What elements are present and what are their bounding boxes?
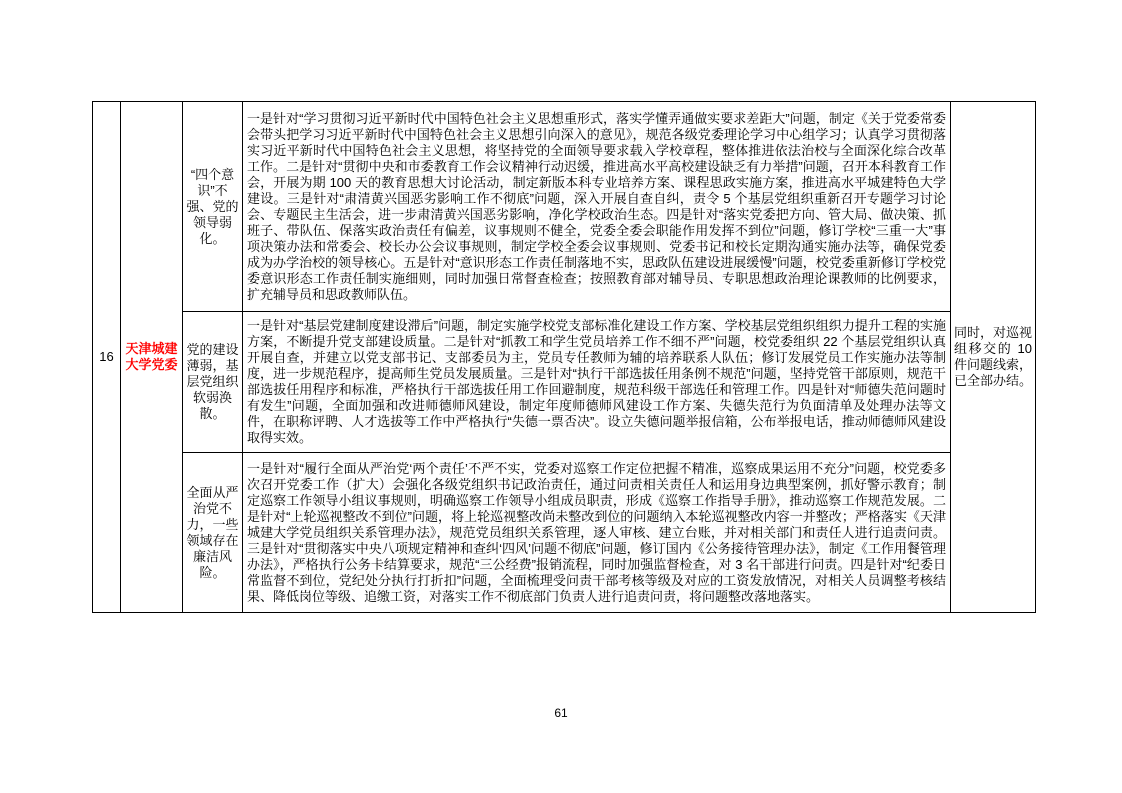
table-row <box>93 453 1036 613</box>
measures-cell-3: 一是针对“履行全面从严治党‘两个责任’不严不实，党委对巡察工作定位把握不精准，巡察成果运用不充分”问题，校党委多次召开党委工作（扩大）会强化各级党组织书记政治责任，通过问责相关责任人和运用身边典型案例，抓好警示教育；制定巡察工作领导小组议事规则，明确巡察工作领导小组成员职责，形成《巡察工作指导手册》，推动巡察工作规范发展。二是针对“上轮巡视整改不到位”问题，将上轮巡视整改尚未整改到位的问题纳入本轮巡视整改内容一并整改；严格落实《天津城建大学党员组织关系管理办法》，规范党员组织关系管理，逐人审核、建立台账，并对相关部门和责任人进行追责问责。三是针对“贯彻落实中央八项规定精神和查纠‘四风’问题不彻底”问题，修订国内《公务接待管理办法》，制定《工作用餐管理办法》，严格执行公务卡结算要求，规范“三公经费”报销流程，同时加强监督检查，对 3 名干部进行问责。四是针对“纪委日常监督不到位，党纪处分执行打折扣”问题，全面梳理受问责干部考核等级及对应的工资发放情况，对相关人员调整考核结果、降低岗位等级、追缴工资，对落实工作不彻底部门负责人进行追责问责，将问题整改落地落实。 <box>243 453 951 613</box>
rectification-table <box>92 101 1036 613</box>
measures-cell-2: 一是针对“基层党建制度建设滞后”问题，制定实施学校党支部标准化建设工作方案、学校基层党组织组织力提升工程的实施方案，不断提升党支部建设质量。二是针对“抓教工和学生党员培养工作不细不严”问题，校党委组织 22 个基层党组织认真开展自查，并建立以党支部书记、支部委员为主，党员专任教师为辅的培养联系人队伍；修订发展党员工作实施办法等制度，进一步规范程序，提高师生党员发展质量。三是针对“执行干部选拔任用条例不规范”问题，坚持党管干部原则，规范干部选拔任用程序和标准，严格执行干部选拔任用工作回避制度，规范科级干部选任和管理工作。四是针对“师德失范问题时有发生”问题，全面加强和改进师德师风建设，制定年度师德师风建设工作方案、失德失范行为负面清单及处理办法等文件，在职称评聘、人才选拔等工作中严格执行“失德一票否决”。设立失德问题举报信箱，公布举报电话，推动师德师风建设取得实效。 <box>243 312 951 453</box>
table-row <box>93 312 1036 453</box>
unit-name-cell: 天津城建大学党委 <box>121 102 183 613</box>
page-number: 61 <box>554 706 568 720</box>
problem-cell-1: “四个意识”不强、党的领导弱化。 <box>183 102 243 312</box>
problem-cell-2: 党的建设薄弱，基层党组织软弱涣散。 <box>183 312 243 453</box>
note-cell: 同时，对巡视组移交的 10 件问题线索，已全部办结。 <box>951 102 1036 613</box>
table-row <box>93 102 1036 312</box>
measures-cell-1: 一是针对“学习贯彻习近平新时代中国特色社会主义思想重形式，落实学懂弄通做实要求差距大”问题，制定《关于党委常委会带头把学习习近平新时代中国特色社会主义思想引向深入的意见》，规范各级党委理论学习中心组学习；认真学习贯彻落实习近平新时代中国特色社会主义思想，将坚持党的全面领导要求载入学校章程，整体推进依法治校与全面深化综合改革工作。二是针对“贯彻中央和市委教育工作会议精神行动迟缓，推进高水平高校建设缺乏有力举措”问题，召开本科教育工作会，开展为期 100 天的教育思想大讨论活动，制定新版本科专业培养方案、课程思政实施方案，推进高水平城建特色大学建设。三是针对“肃清黄兴国恶劣影响工作不彻底”问题，深入开展自查自纠，责令 5 个基层党组织重新召开专题学习讨论会、专题民主生活会，进一步肃清黄兴国恶劣影响，净化学校政治生态。四是针对“落实党委把方向、管大局、做决策、抓班子、带队伍、保落实政治责任有偏差，议事规则不健全，党委全委会职能作用发挥不到位”问题，修订学校“三重一大”事项决策办法和常委会、校长办公会议事规则，制定学校全委会议事规则、党委书记和校长定期沟通实施办法等，确保党委成为办学治校的领导核心。五是针对“意识形态工作责任制落地不实，思政队伍建设进展缓慢”问题，校党委重新修订学校党委意识形态工作责任制实施细则，同时加强日常督查检查；按照教育部对辅导员、专职思想政治理论课教师的比例要求，扩充辅导员和思政教师队伍。 <box>243 102 951 312</box>
row-number-cell: 16 <box>93 102 121 613</box>
problem-cell-3: 全面从严治党不力，一些领域存在廉洁风险。 <box>183 453 243 613</box>
